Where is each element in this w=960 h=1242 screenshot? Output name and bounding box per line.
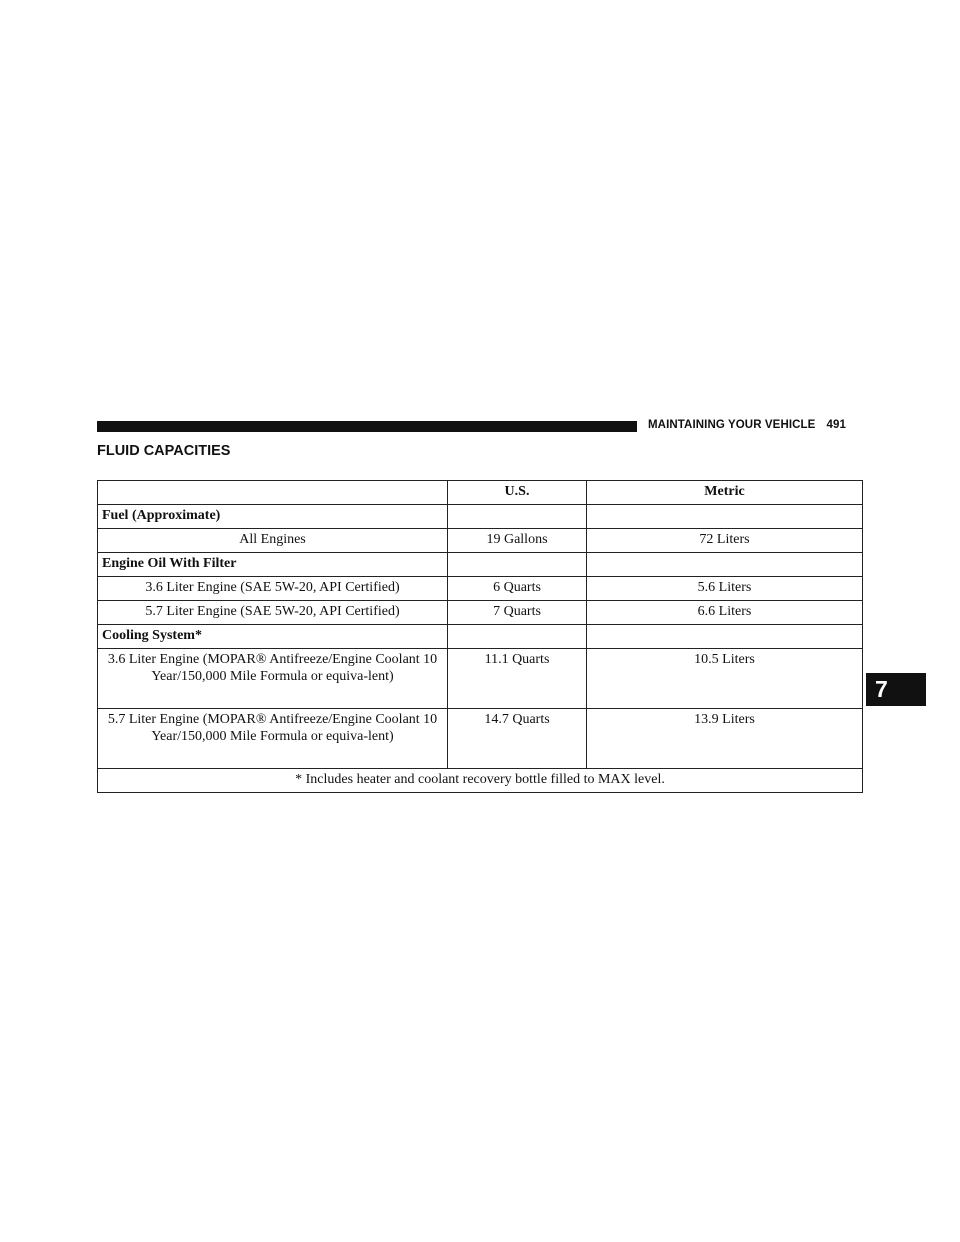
table-row <box>98 505 863 529</box>
row-metric-value: 6.6 Liters <box>587 601 863 625</box>
row-metric-value: 5.6 Liters <box>587 577 863 601</box>
chapter-tab: 7 <box>866 673 926 706</box>
row-us-value: 14.7 Quarts <box>448 709 587 769</box>
row-metric-value: 72 Liters <box>587 529 863 553</box>
header-cell-metric: Metric <box>587 481 863 505</box>
row-us-value: 6 Quarts <box>448 577 587 601</box>
row-label: 3.6 Liter Engine (MOPAR® Antifreeze/Engine Coolant 10 Year/150,000 Mile Formula or equiva-lent) <box>98 649 448 709</box>
header-cell-us: U.S. <box>448 481 587 505</box>
row-metric-value <box>587 505 863 529</box>
row-label: Fuel (Approximate) <box>98 505 448 529</box>
row-us-value: 11.1 Quarts <box>448 649 587 709</box>
row-metric-value <box>587 625 863 649</box>
row-label: Engine Oil With Filter <box>98 553 448 577</box>
table-footnote: * Includes heater and coolant recovery bottle filled to MAX level. <box>98 769 863 793</box>
header-section-title: MAINTAINING YOUR VEHICLE <box>648 419 816 431</box>
row-label: 5.7 Liter Engine (SAE 5W-20, API Certified) <box>98 601 448 625</box>
row-label: 3.6 Liter Engine (SAE 5W-20, API Certified) <box>98 577 448 601</box>
header-cell-item <box>98 481 448 505</box>
table-row <box>98 553 863 577</box>
fluid-capacities-table <box>97 480 863 793</box>
section-title: FLUID CAPACITIES <box>97 443 231 459</box>
table-row <box>98 625 863 649</box>
row-us-value <box>448 505 587 529</box>
row-label: Cooling System* <box>98 625 448 649</box>
row-us-value: 7 Quarts <box>448 601 587 625</box>
table-row <box>98 709 863 769</box>
table-row <box>98 601 863 625</box>
table-header-row <box>98 481 863 505</box>
table-row <box>98 649 863 709</box>
header-rule <box>97 421 637 432</box>
table-row <box>98 577 863 601</box>
table-row <box>98 529 863 553</box>
row-label: All Engines <box>98 529 448 553</box>
row-us-value <box>448 625 587 649</box>
running-header <box>648 419 846 431</box>
row-metric-value: 13.9 Liters <box>587 709 863 769</box>
row-metric-value: 10.5 Liters <box>587 649 863 709</box>
page-number: 491 <box>826 419 846 431</box>
table-footnote-row <box>98 769 863 793</box>
row-us-value: 19 Gallons <box>448 529 587 553</box>
row-us-value <box>448 553 587 577</box>
row-metric-value <box>587 553 863 577</box>
row-label: 5.7 Liter Engine (MOPAR® Antifreeze/Engine Coolant 10 Year/150,000 Mile Formula or equiva-lent) <box>98 709 448 769</box>
